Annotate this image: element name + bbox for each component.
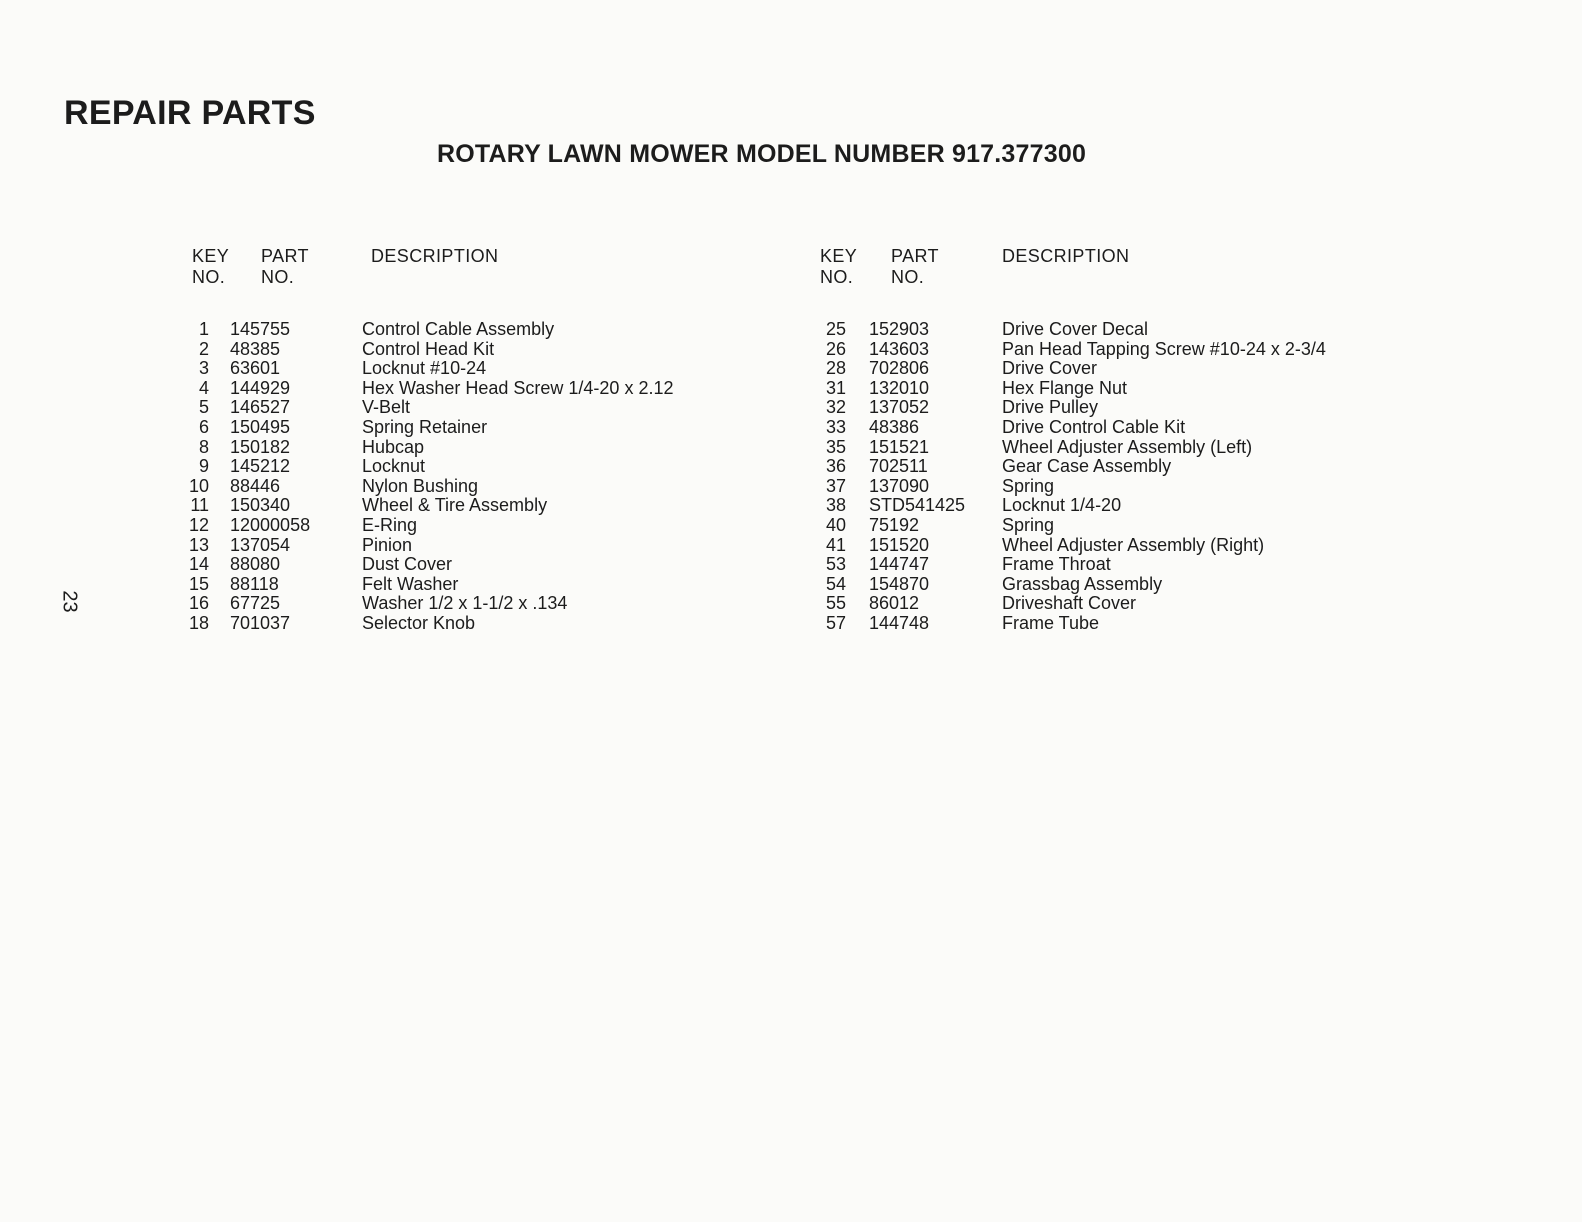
description-cell: Hex Flange Nut (1002, 377, 1128, 398)
table-row (820, 438, 1440, 458)
table-row (190, 438, 750, 458)
key-no-cell: 6 (198, 416, 209, 437)
key-no-cell: 8 (198, 436, 209, 457)
table-row (190, 477, 750, 497)
key-no-cell: 35 (825, 436, 846, 457)
part-no-cell: 144747 (869, 554, 930, 575)
part-no-cell: 702511 (869, 456, 928, 477)
key-no-cell: 2 (198, 338, 209, 359)
header-description: DESCRIPTION (1002, 246, 1130, 266)
description-cell: Grassbag Assembly (1002, 573, 1163, 594)
part-no-cell: 145755 (230, 319, 291, 339)
part-no-cell: 701037 (230, 612, 291, 633)
table-row (190, 575, 750, 595)
table-row (820, 536, 1440, 556)
part-no-cell: 702806 (869, 358, 930, 379)
description-cell: Control Cable Assembly (362, 319, 555, 339)
part-no-cell: STD541425 (869, 495, 966, 516)
description-cell: Control Head Kit (362, 338, 495, 359)
table-row (820, 320, 1440, 340)
table-row (820, 496, 1440, 516)
key-no-cell: 12 (188, 514, 209, 535)
table-row (820, 359, 1440, 379)
key-no-cell: 18 (188, 612, 209, 633)
header-key-no: KEY NO. (192, 246, 230, 287)
page-title: REPAIR PARTS (64, 94, 316, 132)
table-row (820, 340, 1440, 360)
description-cell: Drive Pulley (1002, 397, 1099, 418)
key-no-cell: 41 (825, 534, 846, 555)
part-no-cell: 48385 (230, 338, 281, 359)
table-row (820, 379, 1440, 399)
table-row (190, 614, 750, 634)
description-cell: Felt Washer (362, 573, 459, 594)
table-row (190, 536, 750, 556)
part-no-cell: 67725 (230, 593, 281, 614)
description-cell: Selector Knob (362, 612, 476, 633)
table-row (190, 457, 750, 477)
description-cell: Dust Cover (362, 554, 453, 575)
key-no-cell: 25 (825, 319, 846, 339)
description-cell: Wheel Adjuster Assembly (Right) (1002, 534, 1265, 555)
table-row (190, 379, 750, 399)
table-row (820, 477, 1440, 497)
page-subtitle: ROTARY LAWN MOWER MODEL NUMBER 917.377300 (437, 140, 1087, 168)
table-row (190, 555, 750, 575)
key-no-cell: 40 (825, 514, 846, 535)
description-cell: Spring (1002, 475, 1055, 496)
part-no-cell: 86012 (869, 593, 920, 614)
key-no-cell: 3 (198, 358, 209, 379)
part-no-cell: 137054 (230, 534, 291, 555)
description-cell: Pan Head Tapping Screw #10-24 x 2-3/4 (1002, 338, 1326, 359)
description-cell: E-Ring (362, 514, 418, 535)
part-no-cell: 137090 (869, 475, 930, 496)
key-no-cell: 54 (825, 573, 846, 594)
description-cell: V-Belt (362, 397, 411, 418)
key-no-cell: 57 (825, 612, 846, 633)
description-cell: Frame Tube (1002, 612, 1100, 633)
key-no-cell: 16 (188, 593, 209, 614)
part-no-cell: 88118 (230, 573, 279, 594)
description-cell: Hex Washer Head Screw 1/4-20 x 2.12 (362, 377, 674, 398)
description-cell: Hubcap (362, 436, 425, 457)
description-cell: Spring Retainer (362, 416, 488, 437)
part-no-cell: 132010 (869, 377, 930, 398)
key-no-cell: 55 (825, 593, 846, 614)
description-cell: Locknut (362, 456, 426, 477)
table-row (820, 594, 1440, 614)
description-cell: Wheel Adjuster Assembly (Left) (1002, 436, 1253, 457)
description-cell: Driveshaft Cover (1002, 593, 1137, 614)
key-no-cell: 33 (825, 416, 846, 437)
table-row (820, 555, 1440, 575)
part-no-cell: 144929 (230, 377, 291, 398)
part-no-cell: 154870 (869, 573, 930, 594)
key-no-cell: 11 (190, 495, 209, 516)
description-cell: Pinion (362, 534, 413, 555)
part-no-cell: 143603 (869, 338, 930, 359)
part-no-cell: 151520 (869, 534, 930, 555)
table-rows (190, 320, 750, 634)
part-no-cell: 75192 (869, 514, 920, 535)
part-no-cell: 137052 (869, 397, 930, 418)
part-no-cell: 63601 (230, 358, 281, 379)
key-no-cell: 14 (188, 554, 209, 575)
description-cell: Frame Throat (1002, 554, 1111, 575)
table-row (190, 594, 750, 614)
header-part-no: PART NO. (261, 246, 309, 287)
table-row (190, 496, 750, 516)
key-no-cell: 15 (188, 573, 209, 594)
table-row (190, 320, 750, 340)
part-no-cell: 145212 (230, 456, 291, 477)
description-cell: Wheel & Tire Assembly (362, 495, 548, 516)
description-cell: Drive Cover Decal (1002, 319, 1149, 339)
part-no-cell: 48386 (869, 416, 920, 437)
description-cell: Spring (1002, 514, 1055, 535)
description-cell: Gear Case Assembly (1002, 456, 1172, 477)
key-no-cell: 4 (198, 377, 209, 398)
key-no-cell: 13 (188, 534, 209, 555)
key-no-cell: 26 (825, 338, 846, 359)
key-no-cell: 28 (825, 358, 846, 379)
table-row (190, 418, 750, 438)
part-no-cell: 151521 (869, 436, 930, 457)
table-rows (820, 320, 1440, 634)
header-description: DESCRIPTION (371, 246, 499, 266)
description-cell: Nylon Bushing (362, 475, 479, 496)
key-no-cell: 9 (198, 456, 209, 477)
table-row (820, 418, 1440, 438)
description-cell: Drive Cover (1002, 358, 1098, 379)
table-row (190, 398, 750, 418)
key-no-cell: 32 (825, 397, 846, 418)
table-row (190, 340, 750, 360)
part-no-cell: 150495 (230, 416, 291, 437)
part-no-cell: 88446 (230, 475, 281, 496)
description-cell: Locknut 1/4-20 (1002, 495, 1122, 516)
key-no-cell: 5 (198, 397, 209, 418)
description-cell: Drive Control Cable Kit (1002, 416, 1186, 437)
key-no-cell: 1 (198, 319, 209, 339)
key-no-cell: 31 (825, 377, 846, 398)
page-number: 23 (58, 590, 81, 613)
table-row (820, 575, 1440, 595)
key-no-cell: 53 (825, 554, 846, 575)
description-cell: Locknut #10-24 (362, 358, 487, 379)
part-no-cell: 88080 (230, 554, 281, 575)
table-row (820, 516, 1440, 536)
part-no-cell: 12000058 (230, 514, 311, 535)
header-key-no: KEY NO. (820, 246, 858, 287)
part-no-cell: 150340 (230, 495, 291, 516)
table-row (190, 359, 750, 379)
key-no-cell: 38 (825, 495, 846, 516)
part-no-cell: 144748 (869, 612, 930, 633)
description-cell: Washer 1/2 x 1-1/2 x .134 (362, 593, 568, 614)
part-no-cell: 152903 (869, 319, 930, 339)
table-row (820, 457, 1440, 477)
key-no-cell: 10 (188, 475, 209, 496)
part-no-cell: 150182 (230, 436, 291, 457)
table-row (820, 614, 1440, 634)
table-row (820, 398, 1440, 418)
key-no-cell: 37 (825, 475, 846, 496)
table-row (190, 516, 750, 536)
header-part-no: PART NO. (891, 246, 939, 287)
part-no-cell: 146527 (230, 397, 291, 418)
key-no-cell: 36 (825, 456, 846, 477)
